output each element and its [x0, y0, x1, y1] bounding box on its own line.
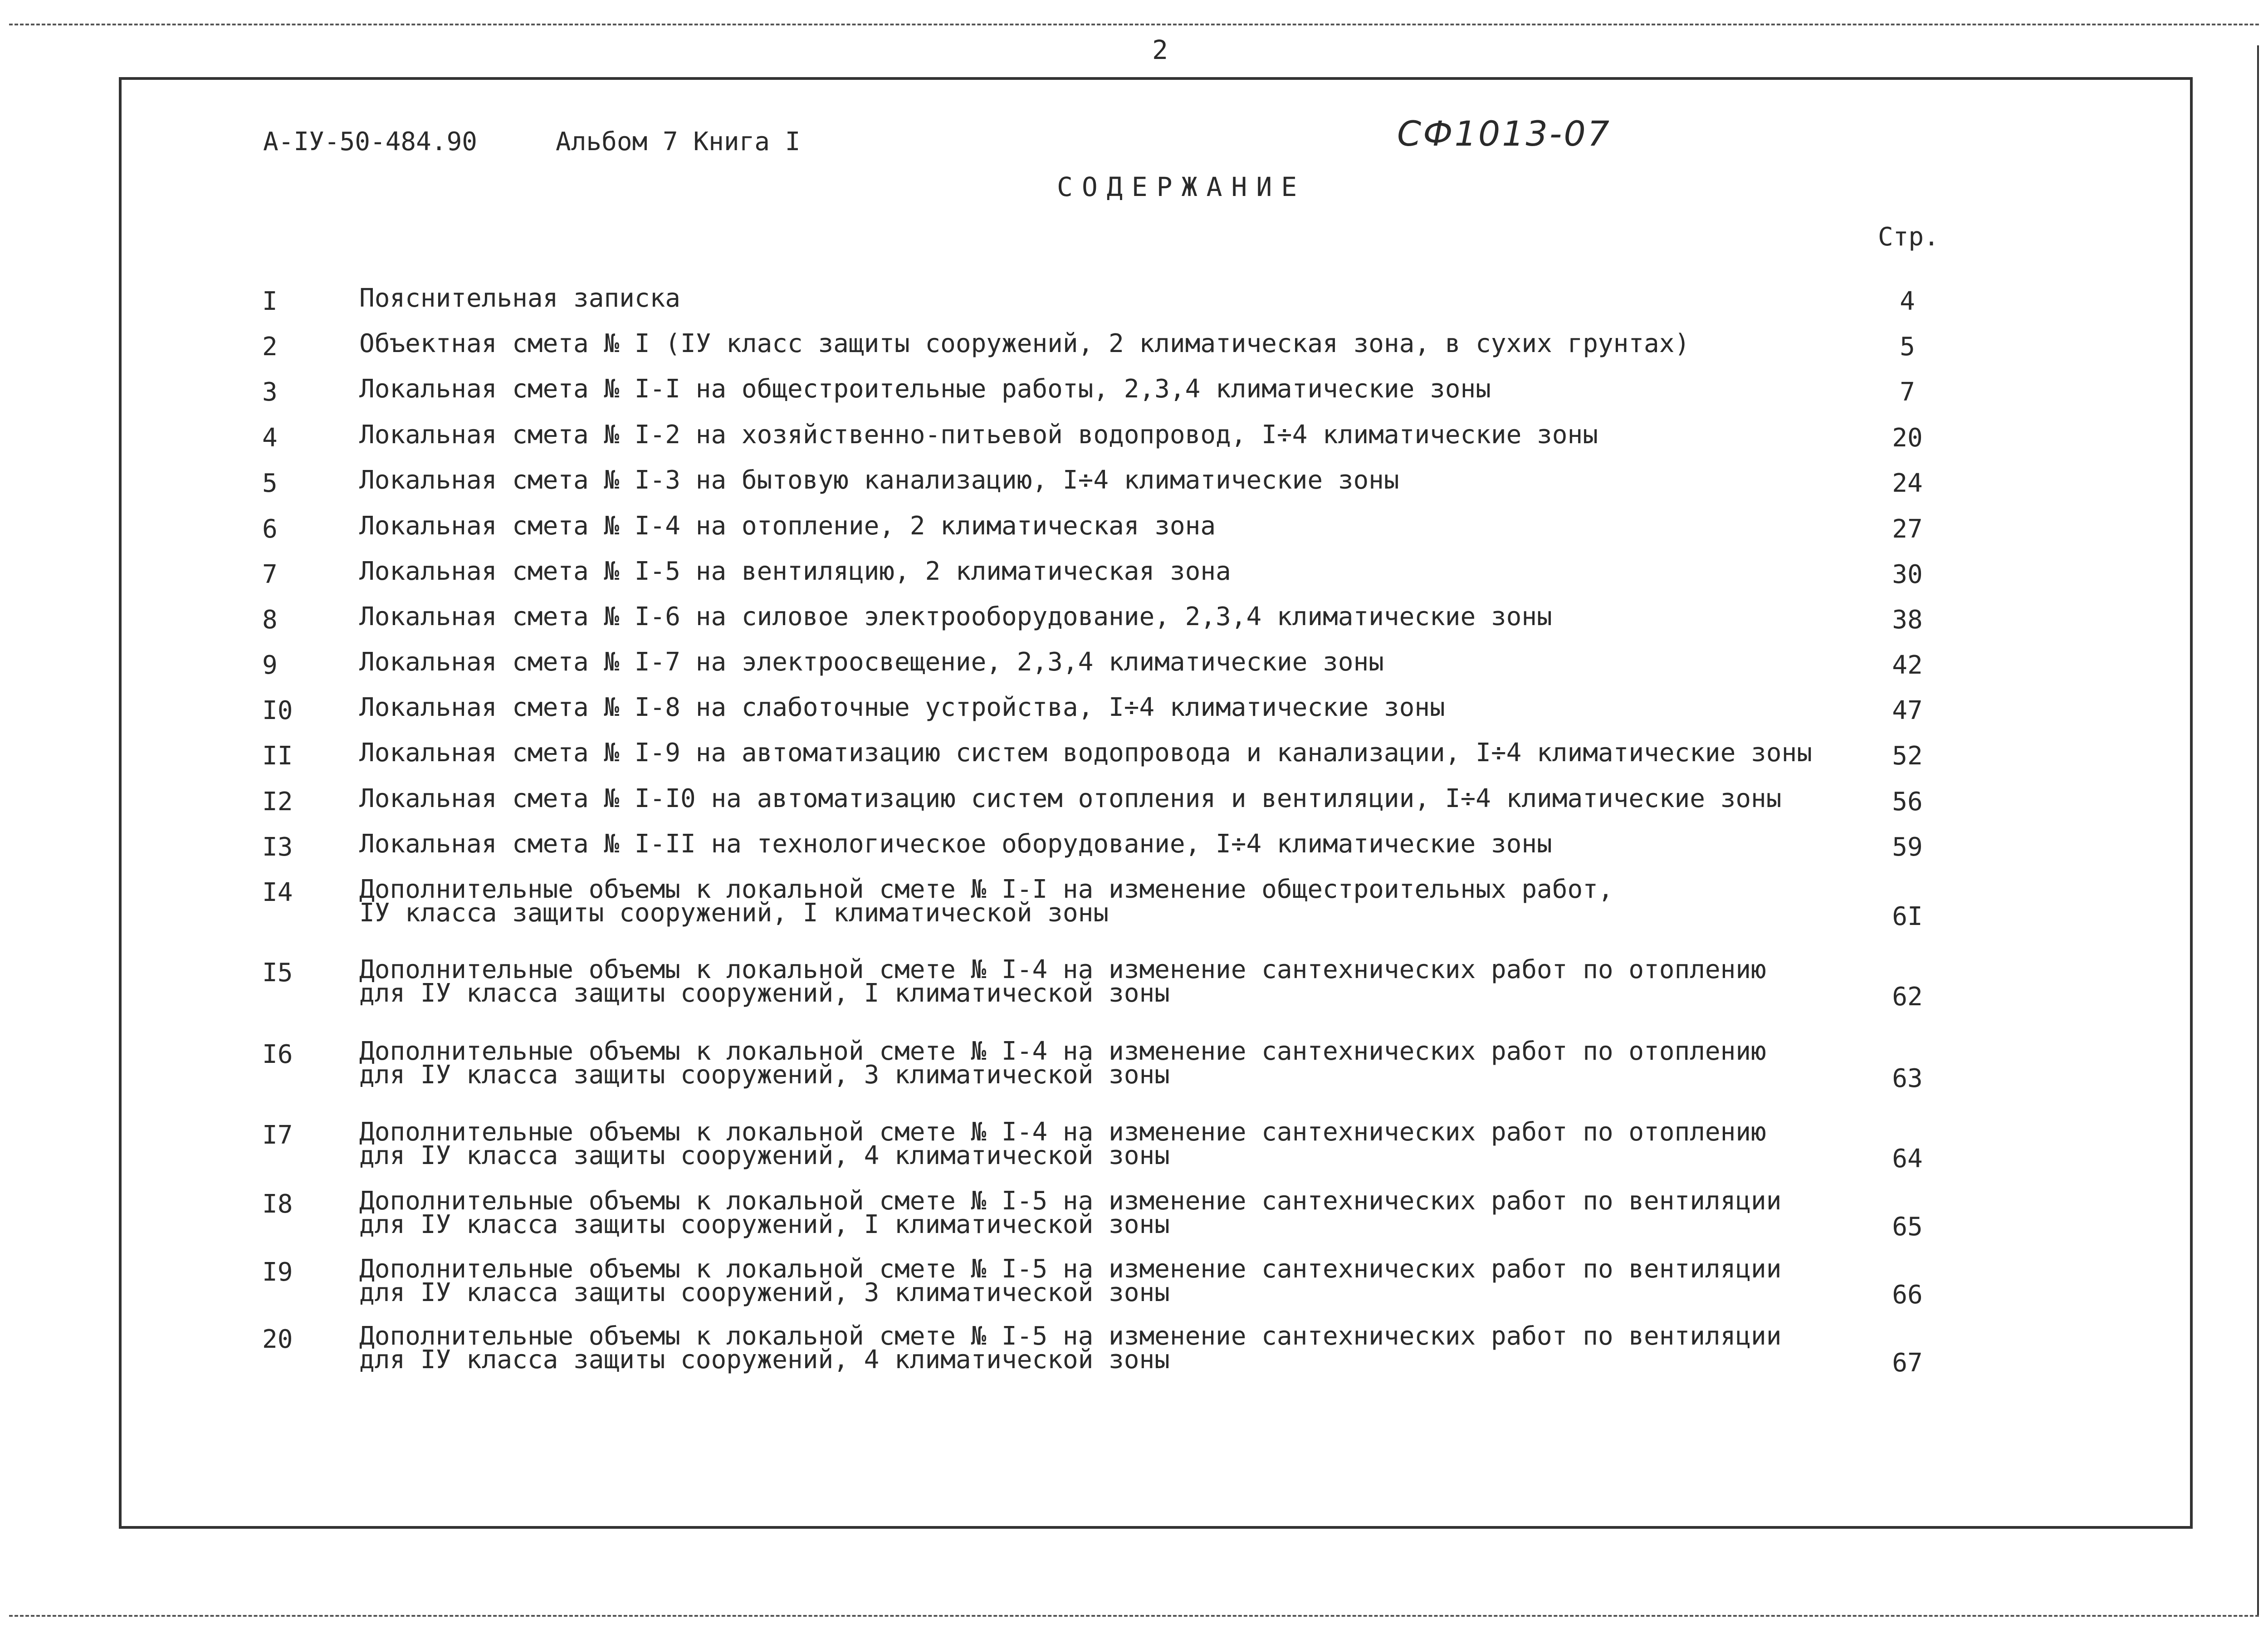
row-title [359, 738, 1812, 768]
row-page-number: 20 [1892, 423, 1923, 453]
row-number: 9 [262, 651, 278, 680]
row-title [359, 784, 1782, 813]
document-code: А-IУ-50-484.90 [263, 127, 478, 157]
top-edge-line [9, 24, 2259, 25]
row-title [359, 829, 1552, 859]
row-page-number: 67 [1892, 1348, 1923, 1378]
document-title: СОДЕРЖАНИЕ [1057, 171, 1306, 202]
row-title-line: Дополнительные объемы к локальной смете № I-4 на изменение сантехнических работ по отоплению [359, 955, 1766, 984]
row-number: 5 [262, 469, 278, 498]
row-title [359, 1254, 1782, 1307]
row-title-line: Дополнительные объемы к локальной смете № I-4 на изменение сантехнических работ по отоплению [359, 1117, 1766, 1147]
row-title [359, 329, 1690, 358]
row-title-line: Локальная смета № I-8 на слаботочные устройства, I÷4 климатические зоны [359, 693, 1445, 722]
row-title-line: Дополнительные объемы к локальной смете № I-I на изменение общестроительных работ, [359, 875, 1613, 904]
row-number: 7 [262, 560, 278, 589]
row-page-number: 7 [1900, 377, 1915, 407]
handwritten-stamp: СФ1013-07 [1397, 113, 1612, 154]
row-number: I7 [262, 1120, 293, 1150]
row-page-number: 59 [1892, 832, 1923, 862]
row-title [359, 647, 1384, 677]
row-title [359, 1117, 1766, 1170]
row-page-number: 30 [1892, 560, 1923, 589]
bottom-edge-line [9, 1615, 2259, 1617]
row-title-line: Локальная смета № I-5 на вентиляцию, 2 климатическая зона [359, 557, 1231, 586]
row-title-line: Объектная смета № I (IУ класс защиты сооружений, 2 климатическая зона, в сухих грунтах) [359, 329, 1690, 358]
row-number: I2 [262, 787, 293, 817]
row-page-number: 63 [1892, 1064, 1923, 1093]
album-label: Альбом 7 Книга I [556, 127, 801, 157]
row-page-number: 24 [1892, 469, 1923, 498]
row-title [359, 1186, 1782, 1239]
row-title-line: Дополнительные объемы к локальной смете № I-5 на изменение сантехнических работ по вентиляции [359, 1254, 1782, 1284]
row-page-number: 62 [1892, 982, 1923, 1012]
row-number: 20 [262, 1325, 293, 1354]
row-title-line: Дополнительные объемы к локальной смете № I-5 на изменение сантехнических работ по вентиляции [359, 1186, 1782, 1216]
row-title-line: Локальная смета № I-II на технологическое оборудование, I÷4 климатические зоны [359, 829, 1552, 859]
row-title-line: Локальная смета № I-I0 на автоматизацию систем отопления и вентиляции, I÷4 климатические зоны [359, 784, 1782, 813]
row-title [359, 1037, 1766, 1090]
row-number: I8 [262, 1189, 293, 1219]
row-title-line: Локальная смета № I-2 на хозяйственно-питьевой водопровод, I÷4 климатические зоны [359, 420, 1598, 450]
row-page-number: 38 [1892, 605, 1923, 635]
row-title [359, 955, 1766, 1008]
row-title-line: Локальная смета № I-7 на электроосвещение, 2,3,4 климатические зоны [359, 647, 1384, 677]
row-page-number: 56 [1892, 787, 1923, 817]
row-page-number: 65 [1892, 1212, 1923, 1242]
sheet-number: 2 [1152, 34, 1168, 65]
contents-row [0, 1321, 2268, 1397]
row-title [359, 420, 1598, 450]
row-number: 8 [262, 605, 278, 635]
row-number: I5 [262, 958, 293, 988]
row-page-number: 27 [1892, 514, 1923, 544]
row-title [359, 465, 1399, 495]
row-number: 6 [262, 514, 278, 544]
row-title-line: для IУ класса защиты сооружений, 3 климатической зоны [359, 1278, 1170, 1307]
row-number: 3 [262, 377, 278, 407]
row-title [359, 1321, 1782, 1375]
page-column-header: Стр. [1878, 222, 1939, 252]
row-title [359, 511, 1216, 541]
row-title-line: для IУ класса защиты сооружений, I климатической зоны [359, 1210, 1170, 1239]
row-number: I0 [262, 696, 293, 725]
row-page-number: 52 [1892, 741, 1923, 771]
row-number: II [262, 741, 293, 771]
row-page-number: 66 [1892, 1280, 1923, 1310]
row-title-line: для IУ класса защиты сооружений, 3 климатической зоны [359, 1060, 1170, 1090]
row-title-line: для IУ класса защиты сооружений, I климатической зоны [359, 978, 1170, 1008]
row-title-line: для IУ класса защиты сооружений, 4 климатической зоны [359, 1345, 1170, 1375]
contents-row [0, 875, 2268, 950]
row-title [359, 284, 681, 313]
contents-row [0, 1117, 2268, 1193]
row-page-number: 6I [1892, 902, 1923, 931]
row-title-line: Дополнительные объемы к локальной смете № I-5 на изменение сантехнических работ по вентиляции [359, 1321, 1782, 1351]
row-page-number: 4 [1900, 287, 1915, 316]
row-title [359, 693, 1445, 722]
row-title-line: Дополнительные объемы к локальной смете № I-4 на изменение сантехнических работ по отоплению [359, 1037, 1766, 1066]
row-title-line: Локальная смета № I-4 на отопление, 2 климатическая зона [359, 511, 1216, 541]
row-number: I3 [262, 832, 293, 862]
row-title-line: Локальная смета № I-6 на силовое электрооборудование, 2,3,4 климатические зоны [359, 602, 1552, 631]
row-number: I6 [262, 1040, 293, 1069]
row-number: I [262, 287, 278, 316]
row-title [359, 875, 1613, 928]
contents-row [0, 1186, 2268, 1262]
row-page-number: 64 [1892, 1144, 1923, 1174]
row-title [359, 602, 1552, 631]
row-title-line: Локальная смета № I-3 на бытовую канализацию, I÷4 климатические зоны [359, 465, 1399, 495]
row-title [359, 374, 1491, 404]
row-title-line: Пояснительная записка [359, 284, 681, 313]
row-title [359, 557, 1231, 586]
row-page-number: 5 [1900, 332, 1915, 362]
row-number: 4 [262, 423, 278, 453]
contents-row [0, 1254, 2268, 1330]
row-title-line: Локальная смета № I-I на общестроительные работы, 2,3,4 климатические зоны [359, 374, 1491, 404]
contents-row [0, 955, 2268, 1031]
row-page-number: 42 [1892, 651, 1923, 680]
row-number: 2 [262, 332, 278, 362]
row-title-line: для IУ класса защиты сооружений, 4 климатической зоны [359, 1141, 1170, 1170]
row-title-line: Локальная смета № I-9 на автоматизацию систем водопровода и канализации, I÷4 климатические зоны [359, 738, 1812, 768]
row-number: I9 [262, 1257, 293, 1287]
row-number: I4 [262, 878, 293, 907]
row-title-line: IУ класса защиты сооружений, I климатической зоны [359, 898, 1109, 928]
contents-row [0, 1037, 2268, 1112]
row-page-number: 47 [1892, 696, 1923, 725]
